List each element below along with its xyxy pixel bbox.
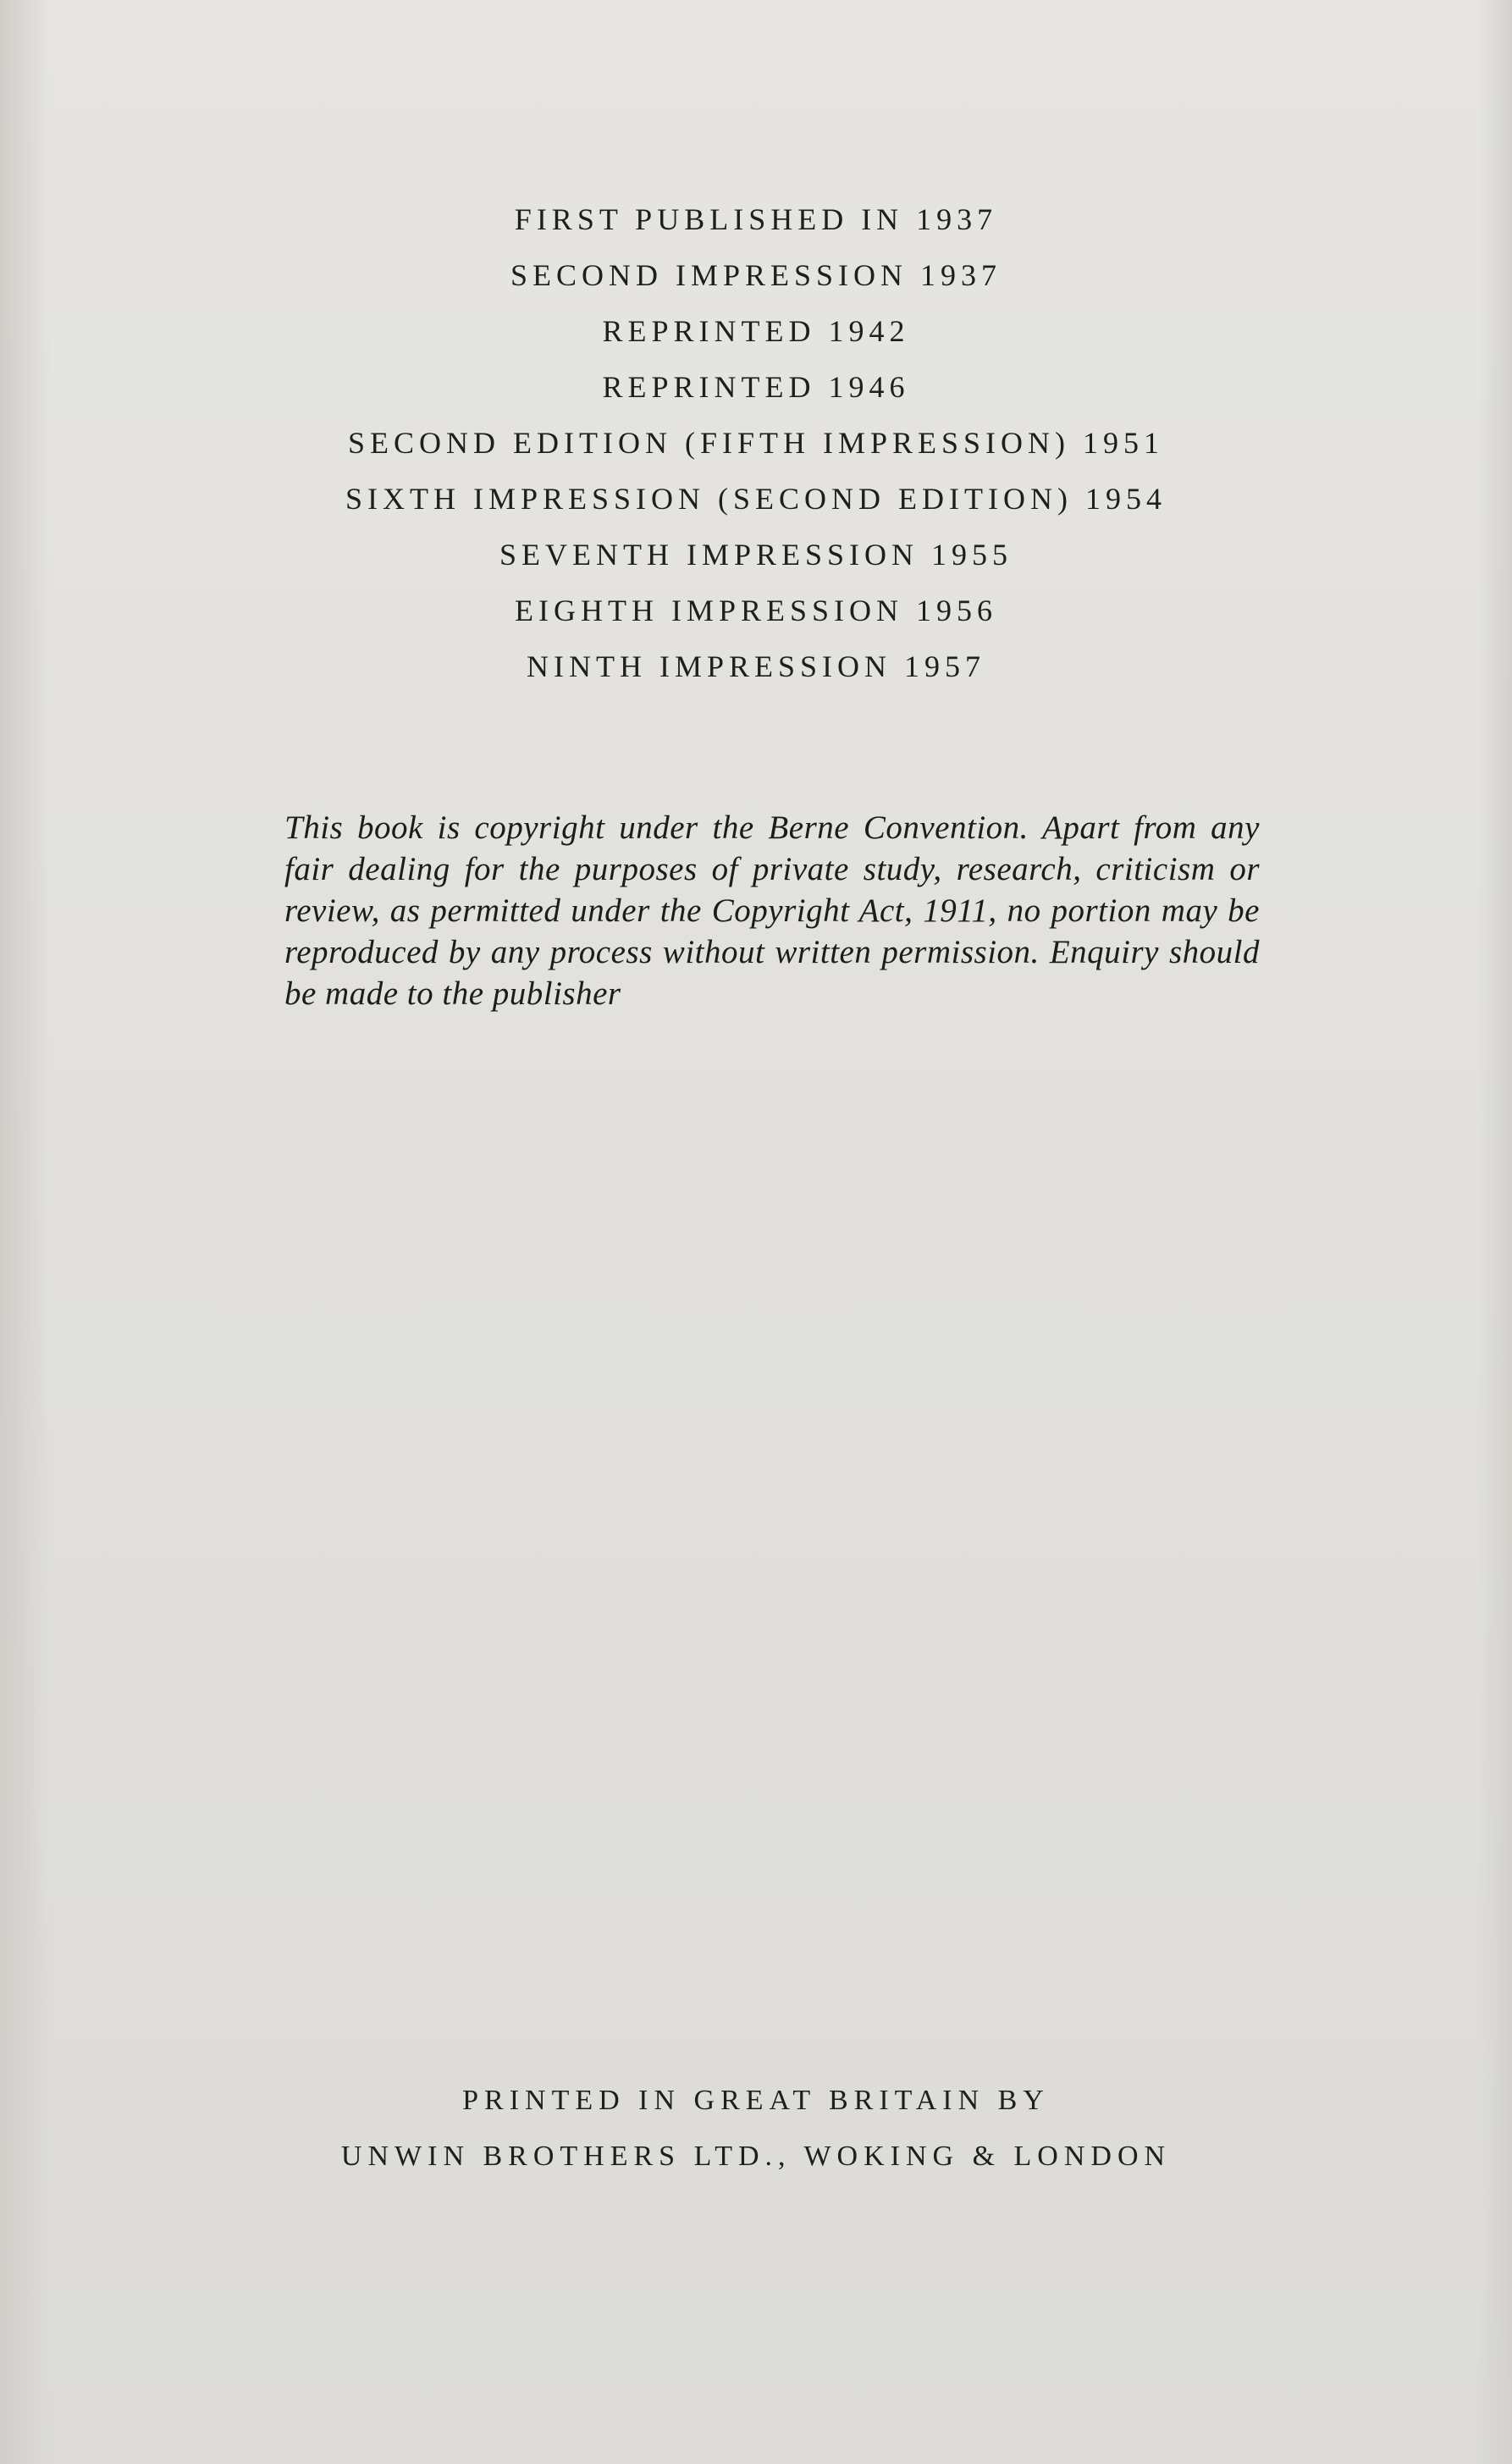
impression-line: NINTH IMPRESSION 1957 [526, 649, 986, 683]
printer-credit [0, 2073, 1512, 2185]
copyright-notice: This book is copyright under the Berne Convention. Apart from any fair dealing for the purposes of private study, research, criticism or review, as permitted under the Copyright Act, 1911, no portion may be reproduced by any process without written permission. Enquiry should be made to the publisher [284, 809, 1260, 1012]
impression-line: SECOND EDITION (FIFTH IMPRESSION) 1951 [347, 426, 1164, 460]
impression-line: FIRST PUBLISHED IN 1937 [514, 202, 998, 236]
impressions-list [0, 191, 1512, 694]
printer-line-2: UNWIN BROTHERS LTD., WOKING & LONDON [340, 2141, 1172, 2172]
impression-line: REPRINTED 1946 [602, 370, 910, 404]
impression-line: SEVENTH IMPRESSION 1955 [499, 538, 1013, 572]
impression-line: EIGHTH IMPRESSION 1956 [514, 594, 997, 627]
impression-line: SECOND IMPRESSION 1937 [510, 258, 1002, 292]
impression-line: REPRINTED 1942 [602, 314, 910, 348]
impression-line: SIXTH IMPRESSION (SECOND EDITION) 1954 [345, 482, 1167, 516]
printer-line-1: PRINTED IN GREAT BRITAIN BY [462, 2085, 1050, 2116]
